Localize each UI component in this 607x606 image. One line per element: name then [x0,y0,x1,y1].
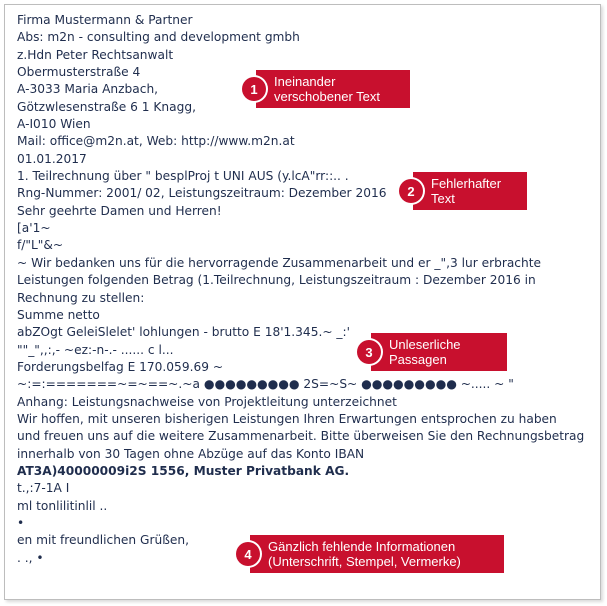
callout-shifted-text [242,70,410,108]
callout-missing-information [236,535,504,573]
doc-line: Rechnung zu stellen: [17,290,145,305]
doc-line: [a'1~ [17,221,51,236]
doc-line: Wir hoffen, mit unseren bisherigen Leistungen Ihren Erwartungen entsprochen zu haben [17,411,557,426]
doc-line: 1. Teilrechnung über " besplProj t UNI AUS (y.lcA"rr::.. . [17,169,349,184]
callout-number-badge: 3 [357,340,381,364]
callout-faulty-text [399,172,527,210]
doc-line: A-3033 Maria Anzbach, [17,82,159,97]
doc-line: Summe netto [17,307,100,322]
callout-label-line: Fehlerhafter [431,176,502,191]
doc-line: Rng-Nummer: 2001/ 02, Leistungszeitraum: Dezember 2016 [17,186,387,201]
doc-line: Sehr geehrte Damen und Herren! [17,203,222,218]
doc-line: ~ Wir bedanken uns für die hervorragende Zusammenarbeit und er _",3 lur erbrachte [17,255,542,270]
callout-label-line: Text [431,191,455,206]
callout-label-box [256,70,410,108]
callout-label-line: verschobener Text [274,89,380,104]
callout-label-box [413,172,527,210]
doc-line: ml tonlilitinlil .. [17,498,108,513]
doc-line: ""_",,:,- ~ez:-n-.- ...... c l... [17,342,174,357]
doc-line: en mit freundlichen Grüßen, [17,533,189,548]
callout-label-line: Unleserliche [389,337,461,352]
doc-line: f/"L"&~ [17,238,64,253]
doc-line: Mail: office@m2n.at, Web: http://www.m2n.at [17,134,295,149]
doc-line: z.Hdn Peter Rechtsanwalt [17,47,174,62]
callout-label-line: (Unterschrift, Stempel, Vermerke) [268,554,461,569]
doc-line: • [17,515,25,530]
doc-line: Forderungsbelfag E 170.059.69 ~ [17,359,224,374]
doc-line: ~:=:=======~=~==~.~a ●●●●●●●●● 2S=~S~ ●●●●●●●●● ~..... ~ " [17,377,514,392]
doc-line: und freuen uns auf die weitere Zusammenarbeit. Bitte überweisen Sie den Rechnungsbetrag [17,429,585,444]
doc-line: Anhang: Leistungsnachweise von Projektleitung unterzeichnet [17,394,397,409]
callout-label-line: Gänzlich fehlende Informationen [268,539,456,554]
doc-line: Götzwlesenstraße 6 1 Knagg, [17,99,196,114]
doc-line: innerhalb von 30 Tagen ohne Abzüge auf das Konto IBAN [17,446,365,461]
callout-number-badge: 2 [399,179,423,203]
doc-line: 01.01.2017 [17,151,87,166]
doc-line: Abs: m2n - consulting and development gmbh [17,30,300,45]
doc-line: Obermusterstraße 4 [17,65,141,80]
doc-line: Leistungen folgenden Betrag (1.Teilrechnung, Leistungszeitraum : Dezember 2016 in [17,273,536,288]
callout-label-line: Passagen [389,352,447,367]
callout-number-badge: 4 [236,542,260,566]
doc-line: Firma Mustermann & Partner [17,13,193,27]
doc-line: AT3A)40000009i2S 1556, Muster Privatbank AG. [17,463,350,478]
callout-number-badge: 1 [242,77,266,101]
callout-label-box [250,535,504,573]
doc-line: . ., • [17,550,44,565]
doc-line: t.,:7-1A I [17,481,70,496]
doc-line: abZOgt GeleiSlelet' lohlungen - brutto E 18'1.345.~ _:' [17,325,350,340]
callout-label-line: Ineinander [274,74,336,89]
callout-label-box [371,333,507,371]
doc-line: A-I010 Wien [17,117,91,132]
callout-illegible-passages [357,333,507,371]
